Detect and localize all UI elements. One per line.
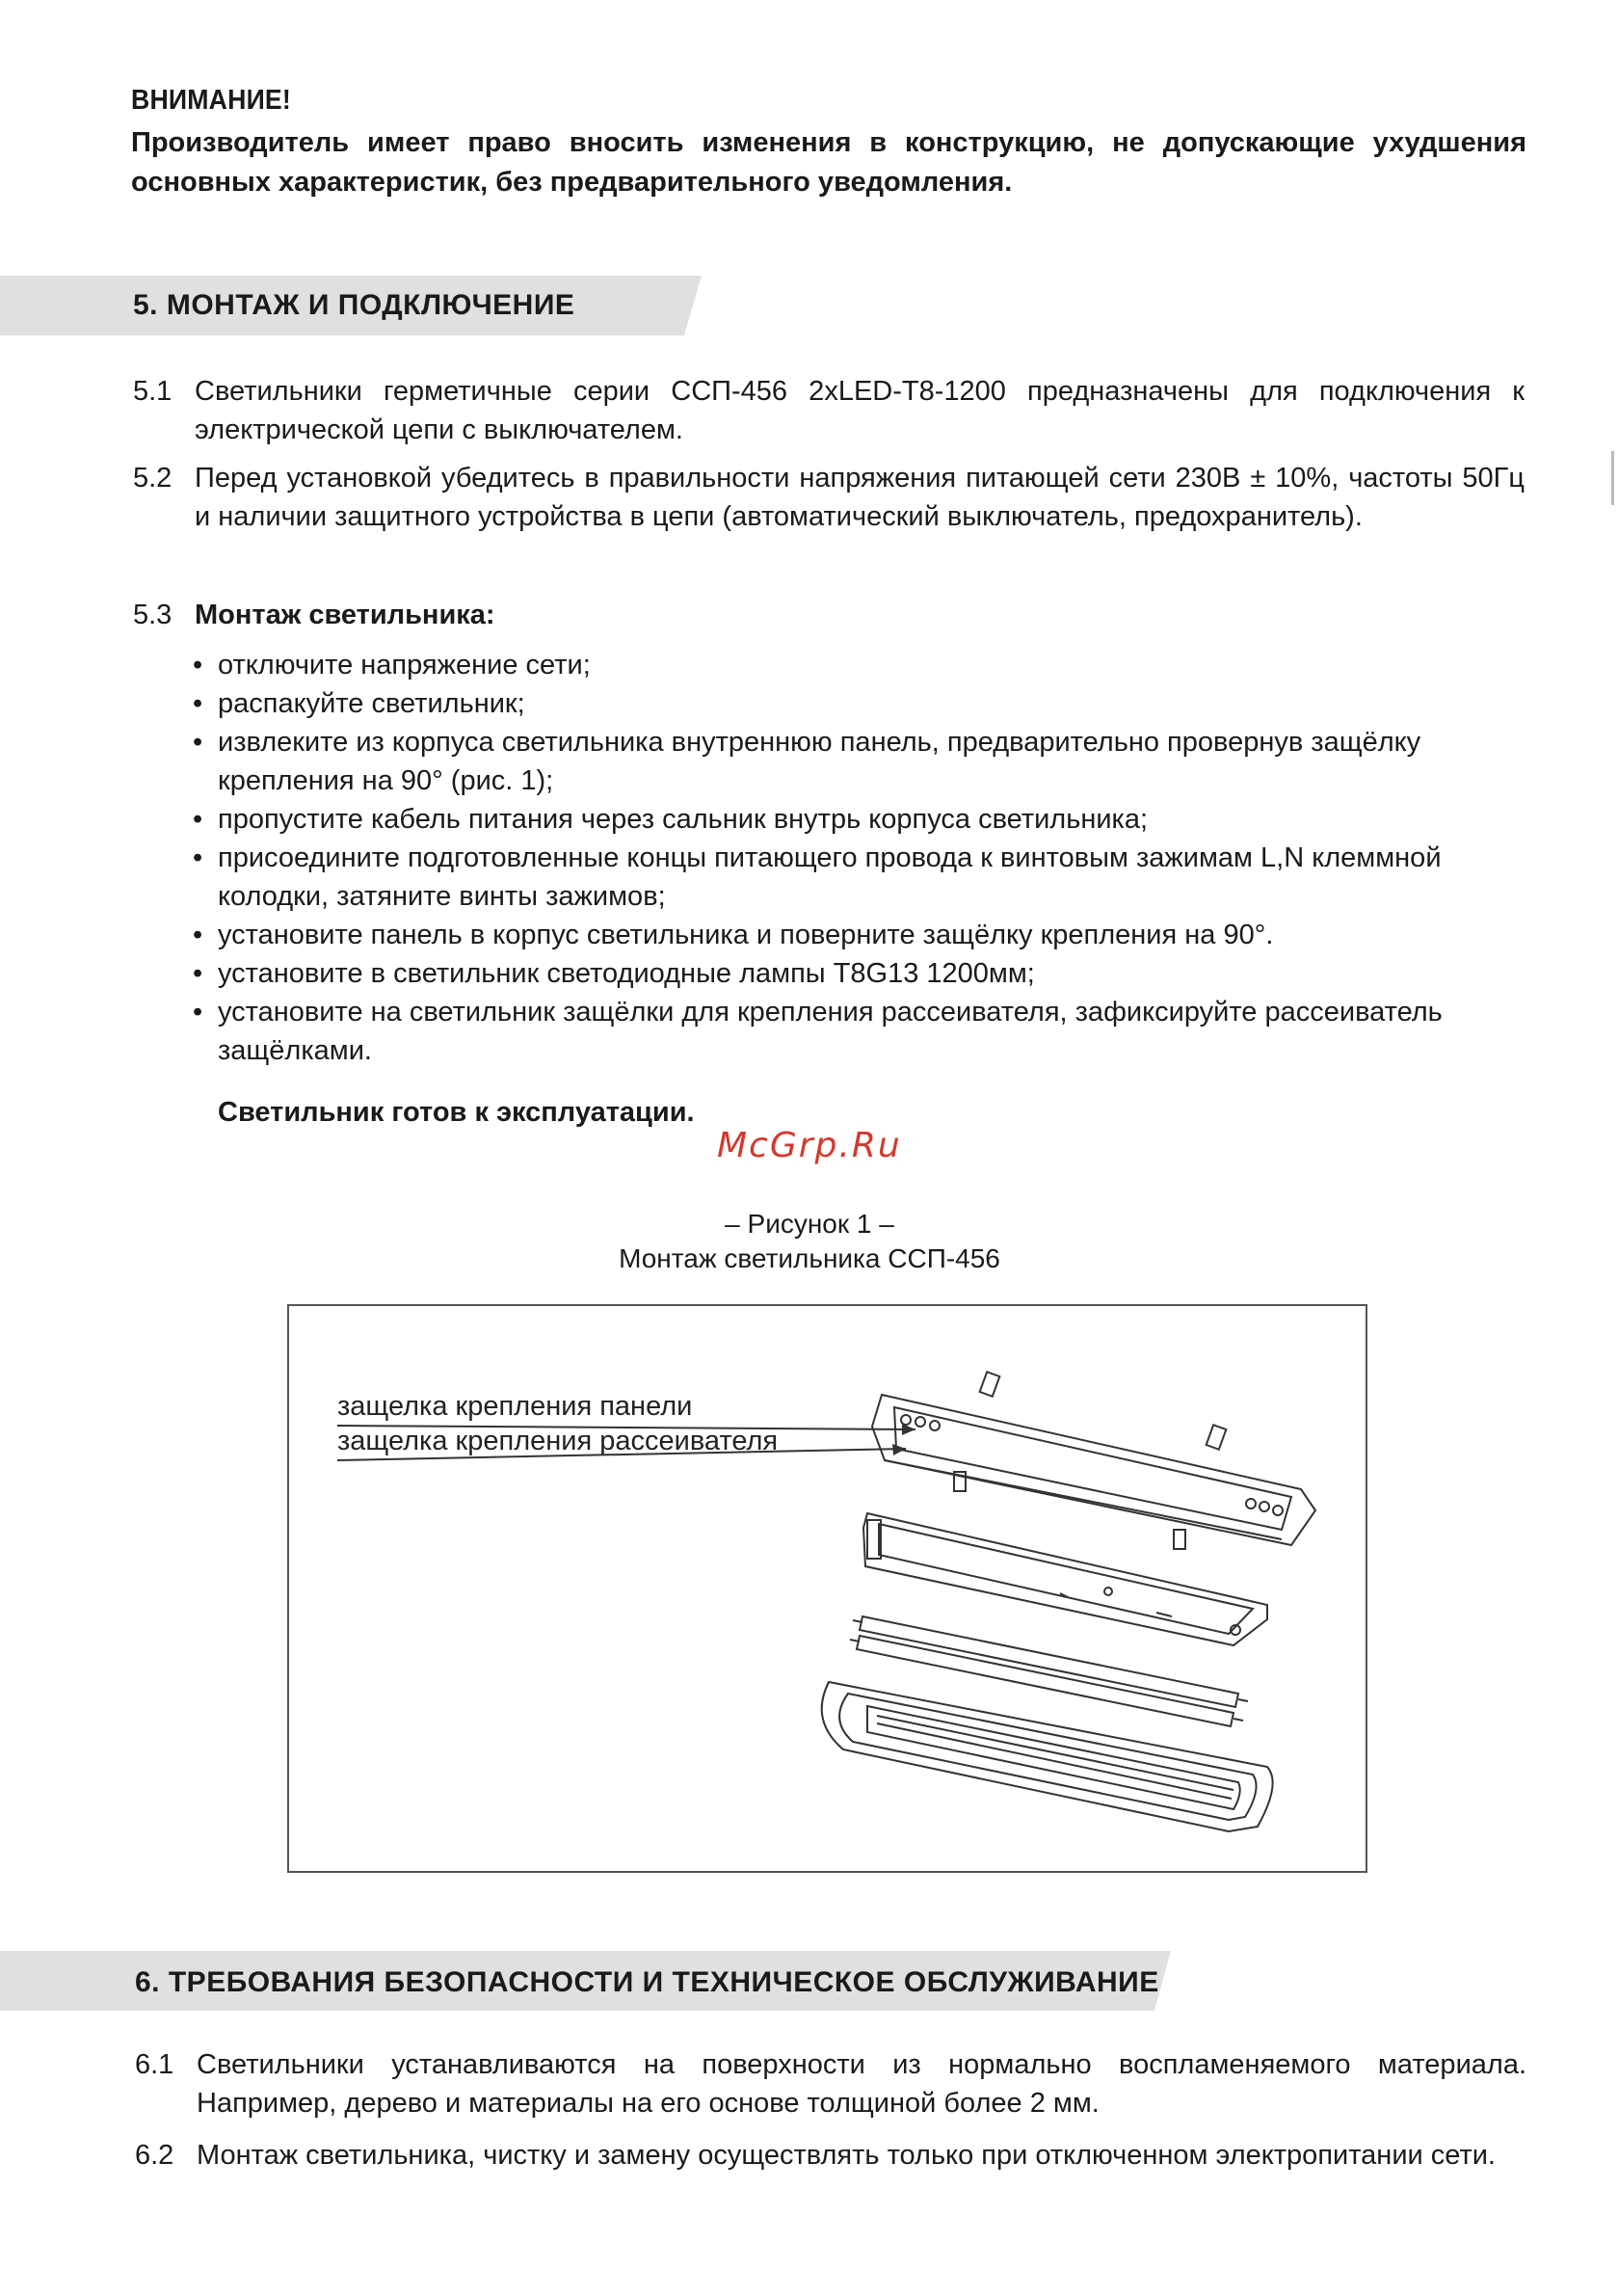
paragraph-heading: Монтаж светильника: [195,600,495,630]
label-panel-latch: защелка крепления панели [337,1391,693,1422]
paragraph-text: Светильники герметичные серии ССП-456 2xLED-T8-1200 предназначены для подключения к электрической цепи с выключателем. [195,376,1525,445]
section-6-title: 6. ТРЕБОВАНИЯ БЕЗОПАСНОСТИ И ТЕХНИЧЕСКОЕ ОБСЛУЖИВАНИЕ [135,1966,1159,1998]
luminaire-exploded-drawing [289,1306,1366,1871]
paragraph-text: Светильники устанавливаются на поверхности из нормально воспламеняемого материала. Например, дерево и материалы на его основе толщиной более 2 мм. [197,2049,1526,2119]
warning-text: Производитель имеет право вносить изменения в конструкцию, не допускающие ухудшения основных характеристик, без предварительного уведомления. [131,127,1526,198]
led-tubes [850,1616,1248,1726]
paragraph-6-1 [0,2045,1618,2132]
paragraph-5-1 [0,372,1618,459]
list-item: • пропустите кабель питания через сальник внутрь корпуса светильника; [193,800,1532,839]
paragraph-6-2 [0,2136,1618,2223]
paragraph-number: 6.2 [135,2140,174,2171]
list-item: • установите на светильник защёлки для крепления рассеивателя, зафиксируйте рассеиватель защёлками. [193,993,1532,1070]
section-5-title: 5. МОНТАЖ И ПОДКЛЮЧЕНИЕ [133,289,575,321]
list-item: • установите в светильник светодиодные лампы T8G13 1200мм; [193,954,1532,993]
label-diffuser-latch: защелка крепления рассеивателя [337,1426,779,1456]
paragraph-text: Монтаж светильника, чистку и замену осуществлять только при отключенном электропитании сети. [197,2140,1496,2171]
paragraph-text: Перед установкой убедитесь в правильности напряжения питающей сети 230В ± 10%, частоты 50Гц и наличии защитного устройства в цепи (автоматический выключатель, предохранитель). [195,463,1525,532]
list-item: • установите панель в корпус светильника и поверните защёлку крепления на 90°. [193,916,1532,954]
figure-caption-title: Монтаж светильника ССП-456 [619,1243,1000,1273]
leader-line-diffuser-latch [337,1449,906,1460]
list-item: • присоедините подготовленные концы питающего провода к винтовым зажимам L,N клеммной колодки, затяните винты зажимов; [193,839,1532,916]
list-item: • извлеките из корпуса светильника внутреннюю панель, предварительно провернув защёлку крепления на 90° (рис. 1); [193,723,1532,800]
paragraph-5-3 [0,596,1618,638]
list-item: • отключите напряжение сети; [193,646,1532,684]
ready-note: Светильник готов к эксплуатации. [218,1097,695,1128]
paragraph-5-2 [0,459,1618,584]
figure-caption-number: – Рисунок 1 – [725,1209,894,1239]
margin-mark [1611,451,1614,505]
warning-title: ВНИМАНИЕ! [131,85,291,116]
diffuser [822,1682,1273,1831]
watermark-text: McGrp.Ru [717,1126,902,1165]
paragraph-number: 5.3 [133,600,172,630]
leader-line-panel-latch [337,1426,915,1429]
figure-1-frame [287,1304,1367,1873]
mounting-steps-list [193,646,1532,1070]
housing-body [872,1372,1315,1549]
inner-panel [863,1513,1267,1645]
paragraph-number: 5.2 [133,463,172,494]
paragraph-number: 6.1 [135,2049,174,2080]
list-item: • распакуйте светильник; [193,684,1532,723]
paragraph-number: 5.1 [133,376,172,407]
